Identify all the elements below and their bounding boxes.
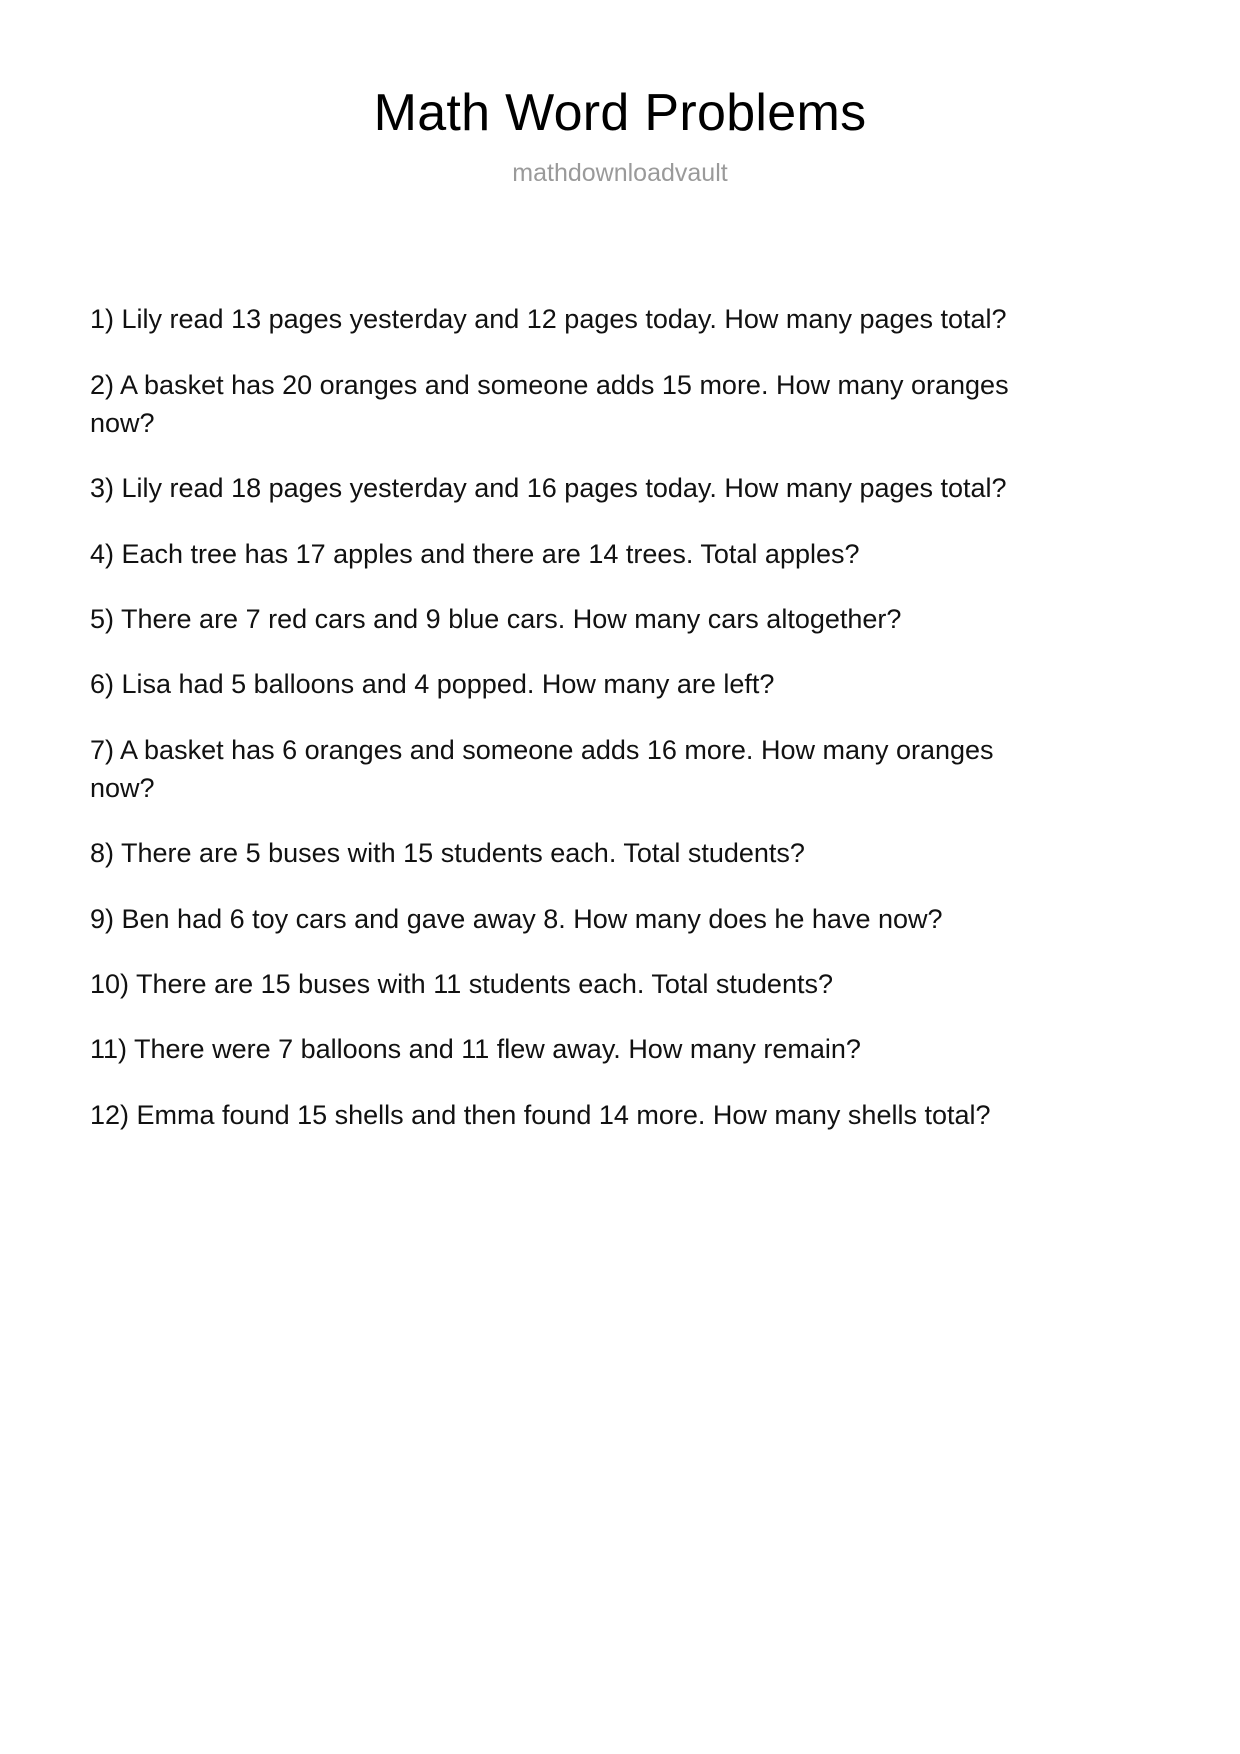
list-item: 3) Lily read 18 pages yesterday and 16 pages today. How many pages total? — [90, 473, 1007, 504]
list-item: 12) Emma found 15 shells and then found 14 more. How many shells total? — [90, 1099, 991, 1130]
list-item: 9) Ben had 6 toy cars and gave away 8. How many does he have now? — [90, 903, 943, 934]
list-item: 10) There are 15 buses with 11 students each. Total students? — [90, 969, 833, 999]
page-title: Math Word Problems — [373, 84, 867, 142]
list-item: 7) A basket has 6 oranges and someone adds 16 more. How many oranges now? — [90, 734, 994, 804]
list-item: 1) Lily read 13 pages yesterday and 12 pages today. How many pages total? — [90, 304, 1007, 335]
document-header — [0, 0, 1240, 188]
list-item: 11) There were 7 balloons and 11 flew away. How many remain? — [90, 1034, 861, 1065]
list-item: 6) Lisa had 5 balloons and 4 popped. How many are left? — [90, 669, 775, 700]
list-item: 5) There are 7 red cars and 9 blue cars. How many cars altogether? — [90, 604, 902, 635]
problem-list — [0, 300, 1240, 1134]
list-item: 8) There are 5 buses with 15 students each. Total students? — [90, 838, 805, 869]
list-item: 2) A basket has 20 oranges and someone adds 15 more. How many oranges now? — [90, 369, 1009, 439]
document-subtitle: mathdownloadvault — [512, 159, 728, 188]
list-item: 4) Each tree has 17 apples and there are 14 trees. Total apples? — [90, 538, 860, 569]
